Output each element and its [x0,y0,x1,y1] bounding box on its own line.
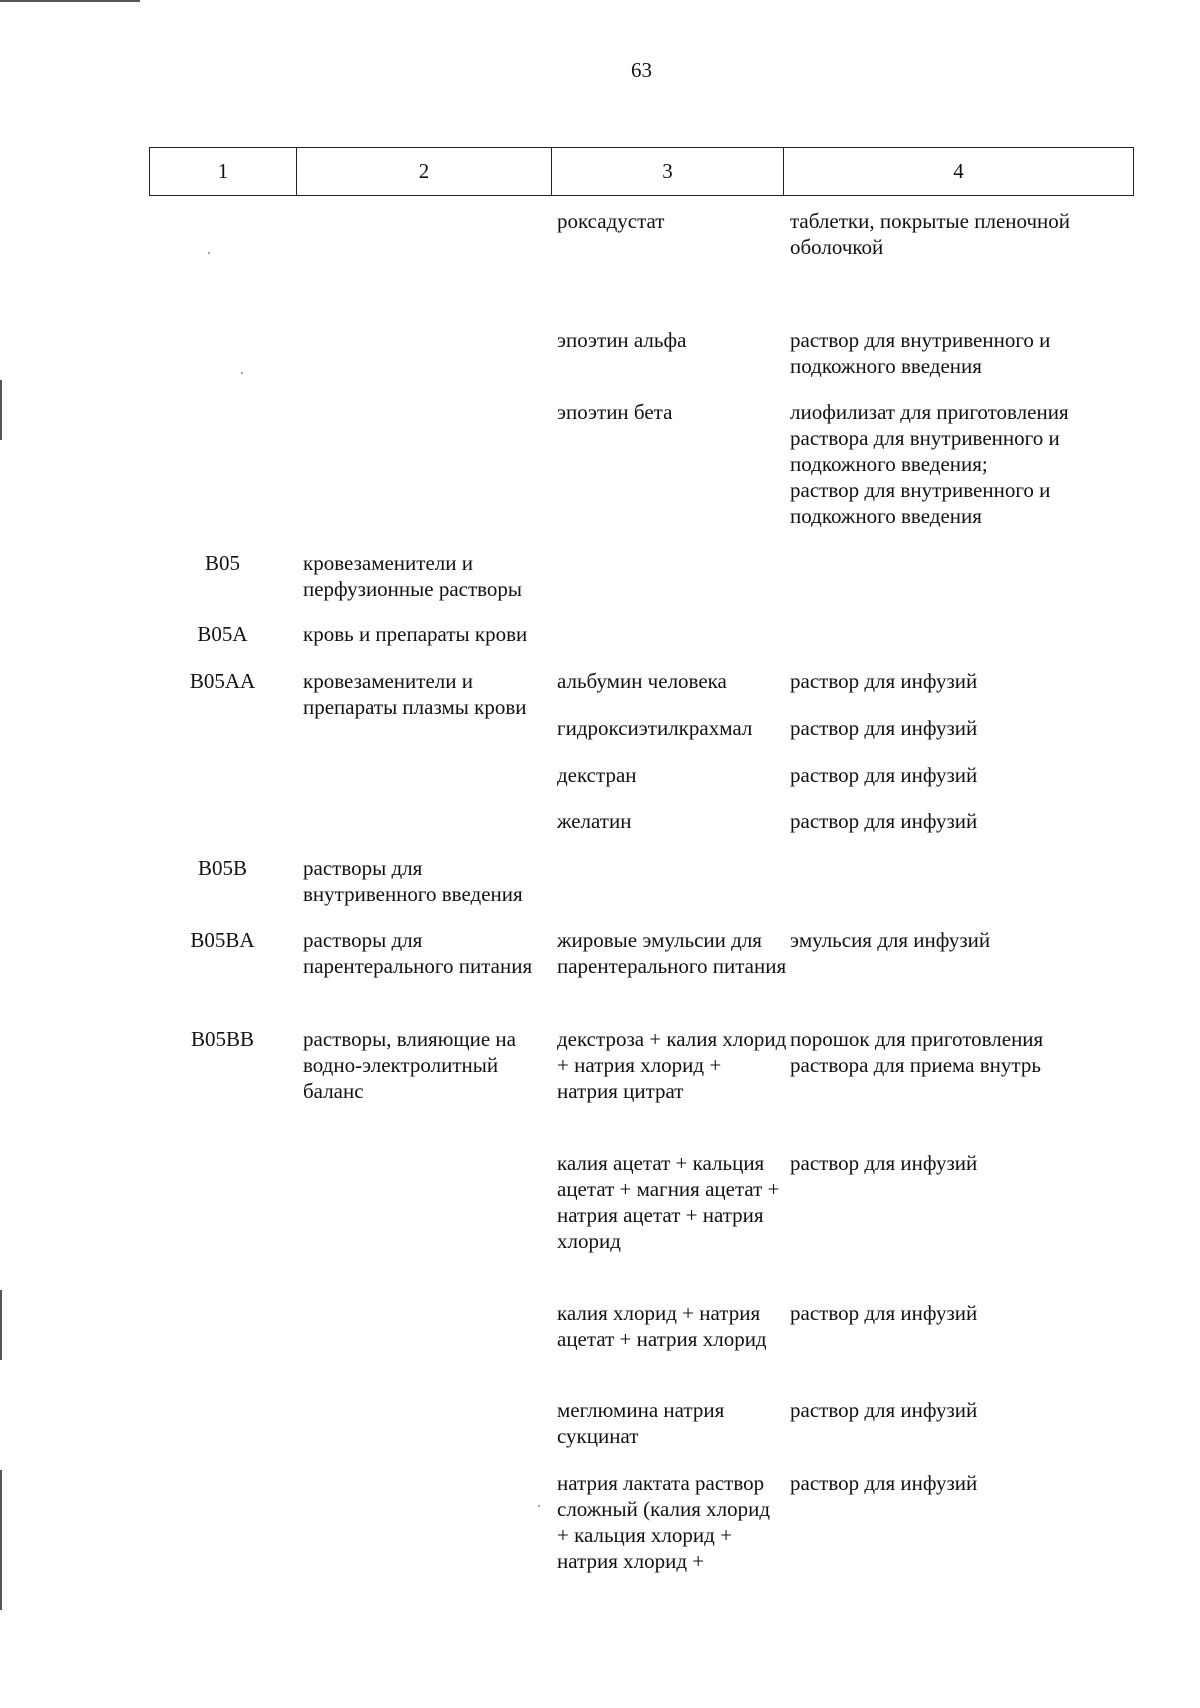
dosage-form: раствор для внутривенного и подкожного введения [790,328,1051,378]
drug-name: желатин [557,809,632,833]
drug-name: эпоэтин альфа [557,328,687,352]
drug-name: эпоэтин бета [557,400,673,424]
page-number: 63 [631,58,652,82]
atc-group: кровь и препараты крови [303,622,528,646]
dosage-form: раствор для инфузий [790,1151,978,1175]
dosage-form: эмульсия для инфузий [790,928,991,952]
dosage-form: раствор для инфузий [790,1471,978,1495]
header-col-2: 2 [297,148,552,195]
atc-code: B05BA [190,928,255,952]
scan-edge-mark [0,380,2,440]
atc-code: B05B [197,856,247,880]
atc-code: B05AA [189,669,256,693]
scan-edge-mark [0,1470,2,1610]
atc-group: растворы, влияющие на водно-электролитный баланс [303,1027,516,1103]
atc-group: кровезаменители и препараты плазмы крови [303,669,527,719]
atc-group: растворы для внутривенного введения [303,856,523,906]
dosage-form: раствор для инфузий [790,669,978,693]
drug-name: декстран [557,763,637,787]
header-col-3: 3 [552,148,784,195]
dosage-form: порошок для приготовления раствора для приема внутрь [790,1027,1044,1077]
dosage-form: раствор для инфузий [790,763,978,787]
dosage-form: раствор для инфузий [790,1301,978,1325]
dosage-form: раствор для инфузий [790,809,978,833]
dosage-form: лиофилизат для приготовления раствора для внутривенного и подкожного введения; раствор для внутривенного и подкожного введения [790,400,1069,528]
scan-edge-mark [0,1290,2,1360]
drug-name: натрия лактата раствор сложный (калия хлорид + кальция хлорид + натрия хлорид + [557,1471,771,1573]
dosage-form: раствор для инфузий [790,716,978,740]
drug-name: калия ацетат + кальция ацетат + магния ацетат + натрия ацетат + натрия хлорид [557,1151,780,1253]
atc-group: кровезаменители и перфузионные растворы [303,551,523,601]
drug-name: гидроксиэтилкрахмал [557,716,753,740]
scan-speck [241,372,243,374]
table-header [149,147,1134,196]
atc-code: B05 [204,551,240,575]
drug-name: декстроза + калия хлорид + натрия хлорид + натрия цитрат [557,1027,787,1103]
dosage-form: раствор для инфузий [790,1398,978,1422]
atc-code: B05BB [190,1027,255,1051]
header-col-1: 1 [150,148,297,195]
drug-name: роксадустат [557,209,665,233]
dosage-form: таблетки, покрытые пленочной оболочкой [790,209,1071,259]
header-col-4: 4 [953,159,964,183]
atc-code: B05A [197,622,248,646]
scan-speck [538,1505,540,1507]
drug-name: калия хлорид + натрия ацетат + натрия хлорид [557,1301,767,1351]
drug-name: меглюмина натрия сукцинат [557,1398,725,1448]
scan-edge-line [0,0,140,2]
scan-speck [208,252,210,254]
atc-group: растворы для парентерального питания [303,928,533,978]
drug-name: жировые эмульсии для парентерального питания [557,928,787,978]
drug-name: альбумин человека [557,669,727,693]
